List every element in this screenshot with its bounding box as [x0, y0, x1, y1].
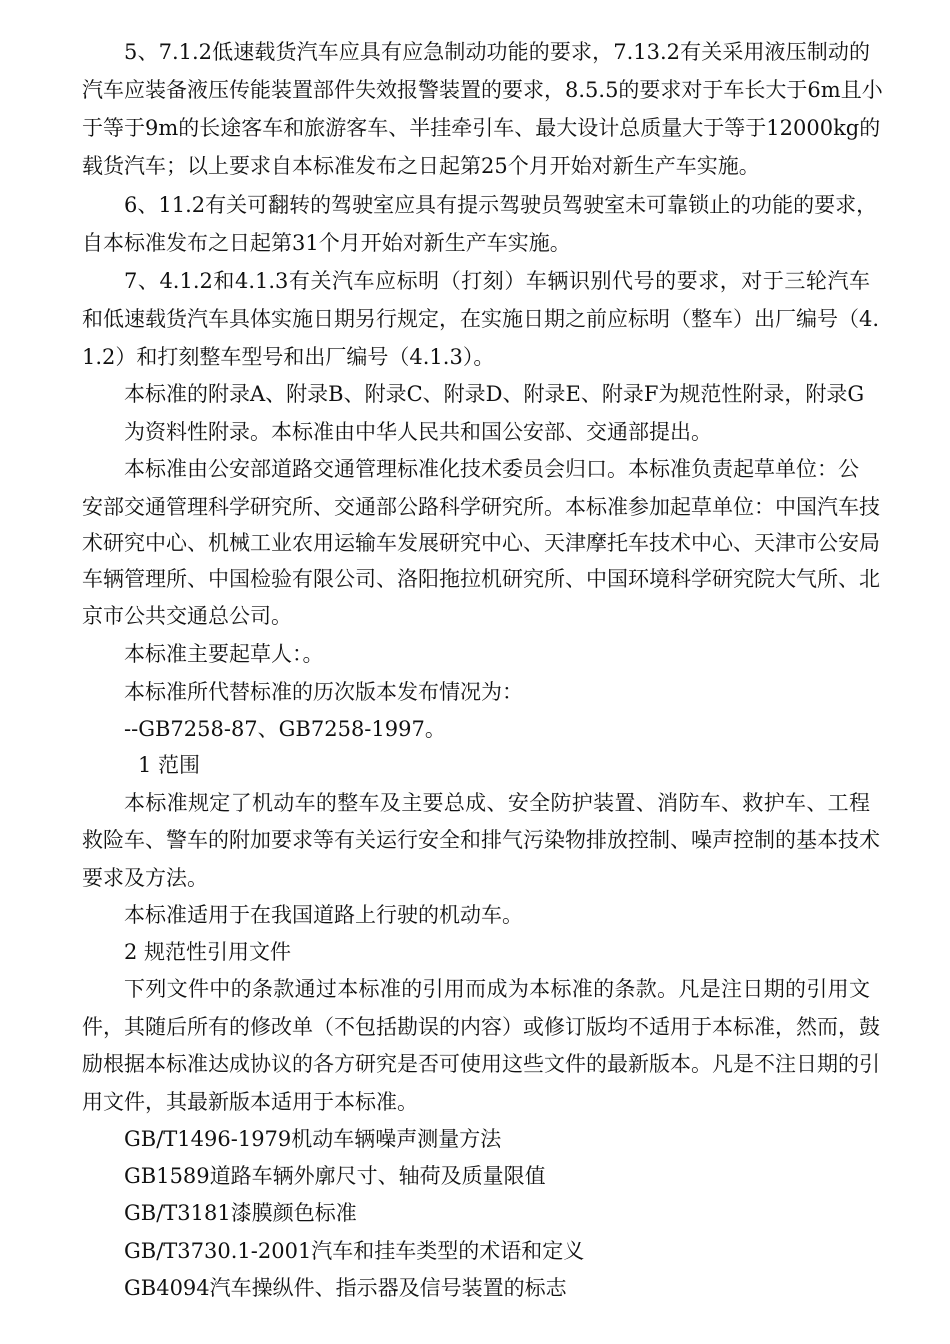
text-line: 本标准主要起草人：。: [124, 642, 324, 666]
text-line: 件，其随后所有的修改单（不包括勘误的内容）或修订版均不适用于本标准，然而，鼓: [82, 1015, 880, 1039]
section-heading: 2 规范性引用文件: [124, 940, 292, 964]
text-line: 为资料性附录。本标准由中华人民共和国公安部、交通部提出。: [124, 420, 712, 444]
text-line: 和低速载货汽车具体实施日期另行规定，在实施日期之前应标明（整车）出厂编号（4.: [82, 307, 880, 331]
text-line: 安部交通管理科学研究所、交通部公路科学研究所。本标准参加起草单位：中国汽车技: [82, 495, 880, 519]
text-line: 自本标准发布之日起第31个月开始对新生产车实施。: [82, 231, 571, 255]
text-line: 5、7.1.2低速载货汽车应具有应急制动功能的要求，7.13.2有关采用液压制动的: [124, 40, 870, 64]
text-line: 本标准所代替标准的历次版本发布情况为：: [124, 680, 523, 704]
text-line: 救险车、警车的附加要求等有关运行安全和排气污染物排放控制、噪声控制的基本技术: [82, 828, 880, 852]
text-line: 车辆管理所、中国检验有限公司、洛阳拖拉机研究所、中国环境科学研究院大气所、北: [82, 567, 880, 591]
text-line: 本标准由公安部道路交通管理标准化技术委员会归口。本标准负责起草单位：公: [124, 457, 859, 481]
reference-item: GB/T3181漆膜颜色标准: [124, 1201, 357, 1225]
text-line: 载货汽车；以上要求自本标准发布之日起第25个月开始对新生产车实施。: [82, 154, 760, 178]
text-line: 7、4.1.2和4.1.3有关汽车应标明（打刻）车辆识别代号的要求，对于三轮汽车: [124, 269, 870, 293]
text-line: 汽车应装备液压传能装置部件失效报警装置的要求，8.5.5的要求对于车长大于6m且小: [82, 78, 883, 102]
text-line: 本标准规定了机动车的整车及主要总成、安全防护装置、消防车、救护车、工程: [124, 791, 870, 815]
text-line: 于等于9m的长途客车和旅游客车、半挂牵引车、最大设计总质量大于等于12000kg的: [82, 116, 881, 140]
section-heading: 1 范围: [138, 753, 201, 777]
text-line: 京市公共交通总公司。: [82, 604, 292, 628]
text-line: 术研究中心、机械工业农用运输车发展研究中心、天津摩托车技术中心、天津市公安局: [82, 531, 880, 555]
text-line: 要求及方法。: [82, 866, 208, 890]
text-line: 下列文件中的条款通过本标准的引用而成为本标准的条款。凡是注日期的引用文: [124, 977, 870, 1001]
text-line: 本标准适用于在我国道路上行驶的机动车。: [124, 903, 523, 927]
text-line: 励根据本标准达成协议的各方研究是否可使用这些文件的最新版本。凡是不注日期的引: [82, 1052, 880, 1076]
text-line: --GB7258-87、GB7258-1997。: [124, 717, 446, 741]
reference-item: GB/T1496-1979机动车辆噪声测量方法: [124, 1127, 502, 1151]
text-line: 6、11.2有关可翻转的驾驶室应具有提示驾驶员驾驶室未可靠锁止的功能的要求，: [124, 193, 878, 217]
reference-item: GB/T3730.1-2001汽车和挂车类型的术语和定义: [124, 1239, 585, 1263]
text-line: 本标准的附录A、附录B、附录C、附录D、附录E、附录F为规范性附录，附录G: [124, 382, 865, 406]
text-line: 用文件，其最新版本适用于本标准。: [82, 1090, 418, 1114]
reference-item: GB1589道路车辆外廓尺寸、轴荷及质量限值: [124, 1164, 546, 1188]
reference-item: GB4094汽车操纵件、指示器及信号装置的标志: [124, 1276, 567, 1300]
text-line: 1.2）和打刻整车型号和出厂编号（4.1.3）。: [82, 345, 495, 369]
